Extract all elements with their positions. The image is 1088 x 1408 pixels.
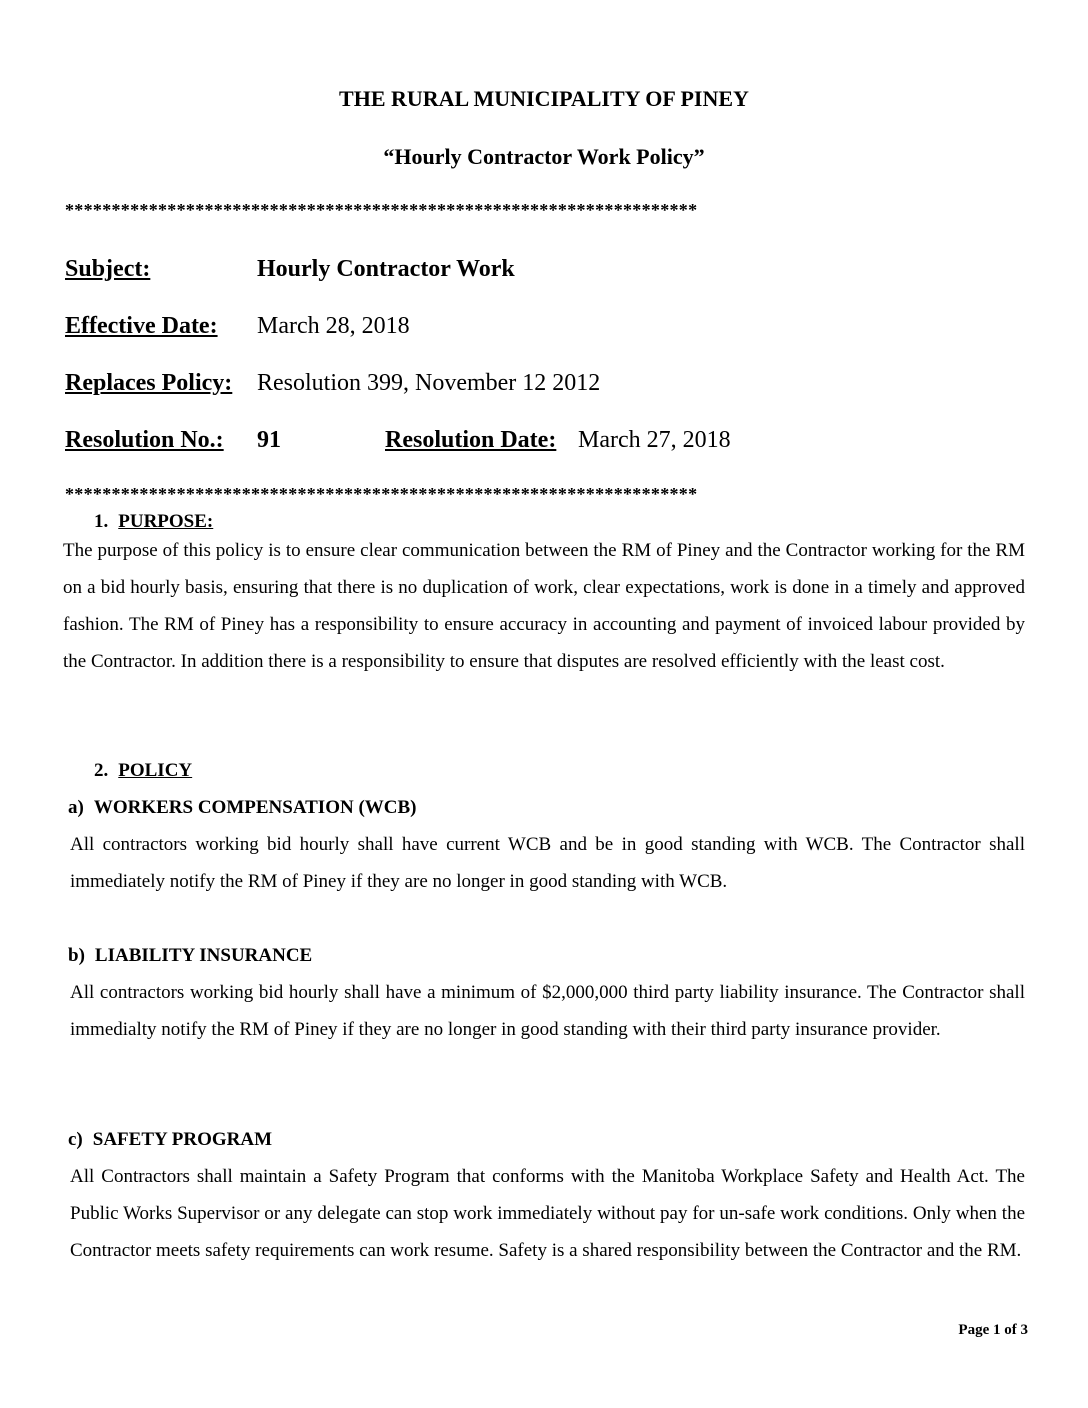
document-title: THE RURAL MUNICIPALITY OF PINEY [339,86,749,111]
policy-number: 2. [94,760,109,781]
subject-value: Hourly Contractor Work [257,256,515,282]
safety-heading [68,1129,272,1151]
liability-heading-text: LIABILITY INSURANCE [94,945,313,966]
wcb-paragraph: All contractors working bid hourly shall have current WCB and be in good standing with WCB. The Contractor shall immediately notify the RM of Piney if they are no longer in good standing with WCB. [70,834,1025,892]
wcb-heading [68,797,417,819]
replaces-policy-label: Replaces Policy: [65,370,233,396]
purpose-heading-text: PURPOSE: [118,511,214,532]
wcb-heading-text: WORKERS COMPENSATION (WCB) [93,797,417,818]
liability-paragraph: All contractors working bid hourly shall have a minimum of $2,000,000 third party liability insurance. The Contractor shall immedialty notify the RM of Piney if they are no longer in good standing with their third party insurance provider. [70,982,1025,1040]
separator-top: ******************************************************************** [65,200,698,220]
wcb-letter: a) [68,797,84,818]
page-number: Page 1 of 3 [958,1322,1028,1338]
resolution-no-value: 91 [257,427,281,453]
purpose-number: 1. [94,511,109,532]
purpose-heading [94,511,213,533]
liability-heading [68,945,312,967]
policy-heading [94,760,192,782]
subject-label: Subject: [65,256,151,282]
resolution-date-label: Resolution Date: [385,427,557,453]
document-subtitle: “Hourly Contractor Work Policy” [383,144,705,169]
resolution-date-value: March 27, 2018 [578,427,731,453]
policy-heading-text: POLICY [118,760,193,781]
effective-date-value: March 28, 2018 [257,313,410,339]
liability-letter: b) [68,945,85,966]
safety-letter: c) [68,1129,83,1150]
safety-heading-text: SAFETY PROGRAM [92,1129,273,1150]
replaces-policy-value: Resolution 399, November 12 2012 [257,370,601,396]
separator-bottom: ******************************************************************** [65,484,698,504]
safety-paragraph: All Contractors shall maintain a Safety Program that conforms with the Manitoba Workplace Safety and Health Act. The Public Works Supervisor or any delegate can stop work immediately without pay for un-safe work conditions. Only when the Contractor meets safety requirements can work resume. Safety is a shared responsibility between the Contractor and the RM. [70,1166,1025,1261]
effective-date-label: Effective Date: [65,313,218,339]
purpose-paragraph: The purpose of this policy is to ensure clear communication between the RM of Piney and the Contractor working for the RM on a bid hourly basis, ensuring that there is no duplication of work, clear expectations, work is done in a timely and approved fashion. The RM of Piney has a responsibility to ensure accuracy in accounting and payment of invoiced labour provided by the Contractor. In addition there is a responsibility to ensure that disputes are resolved efficiently with the least cost. [63,540,1025,672]
resolution-no-label: Resolution No.: [65,427,224,453]
